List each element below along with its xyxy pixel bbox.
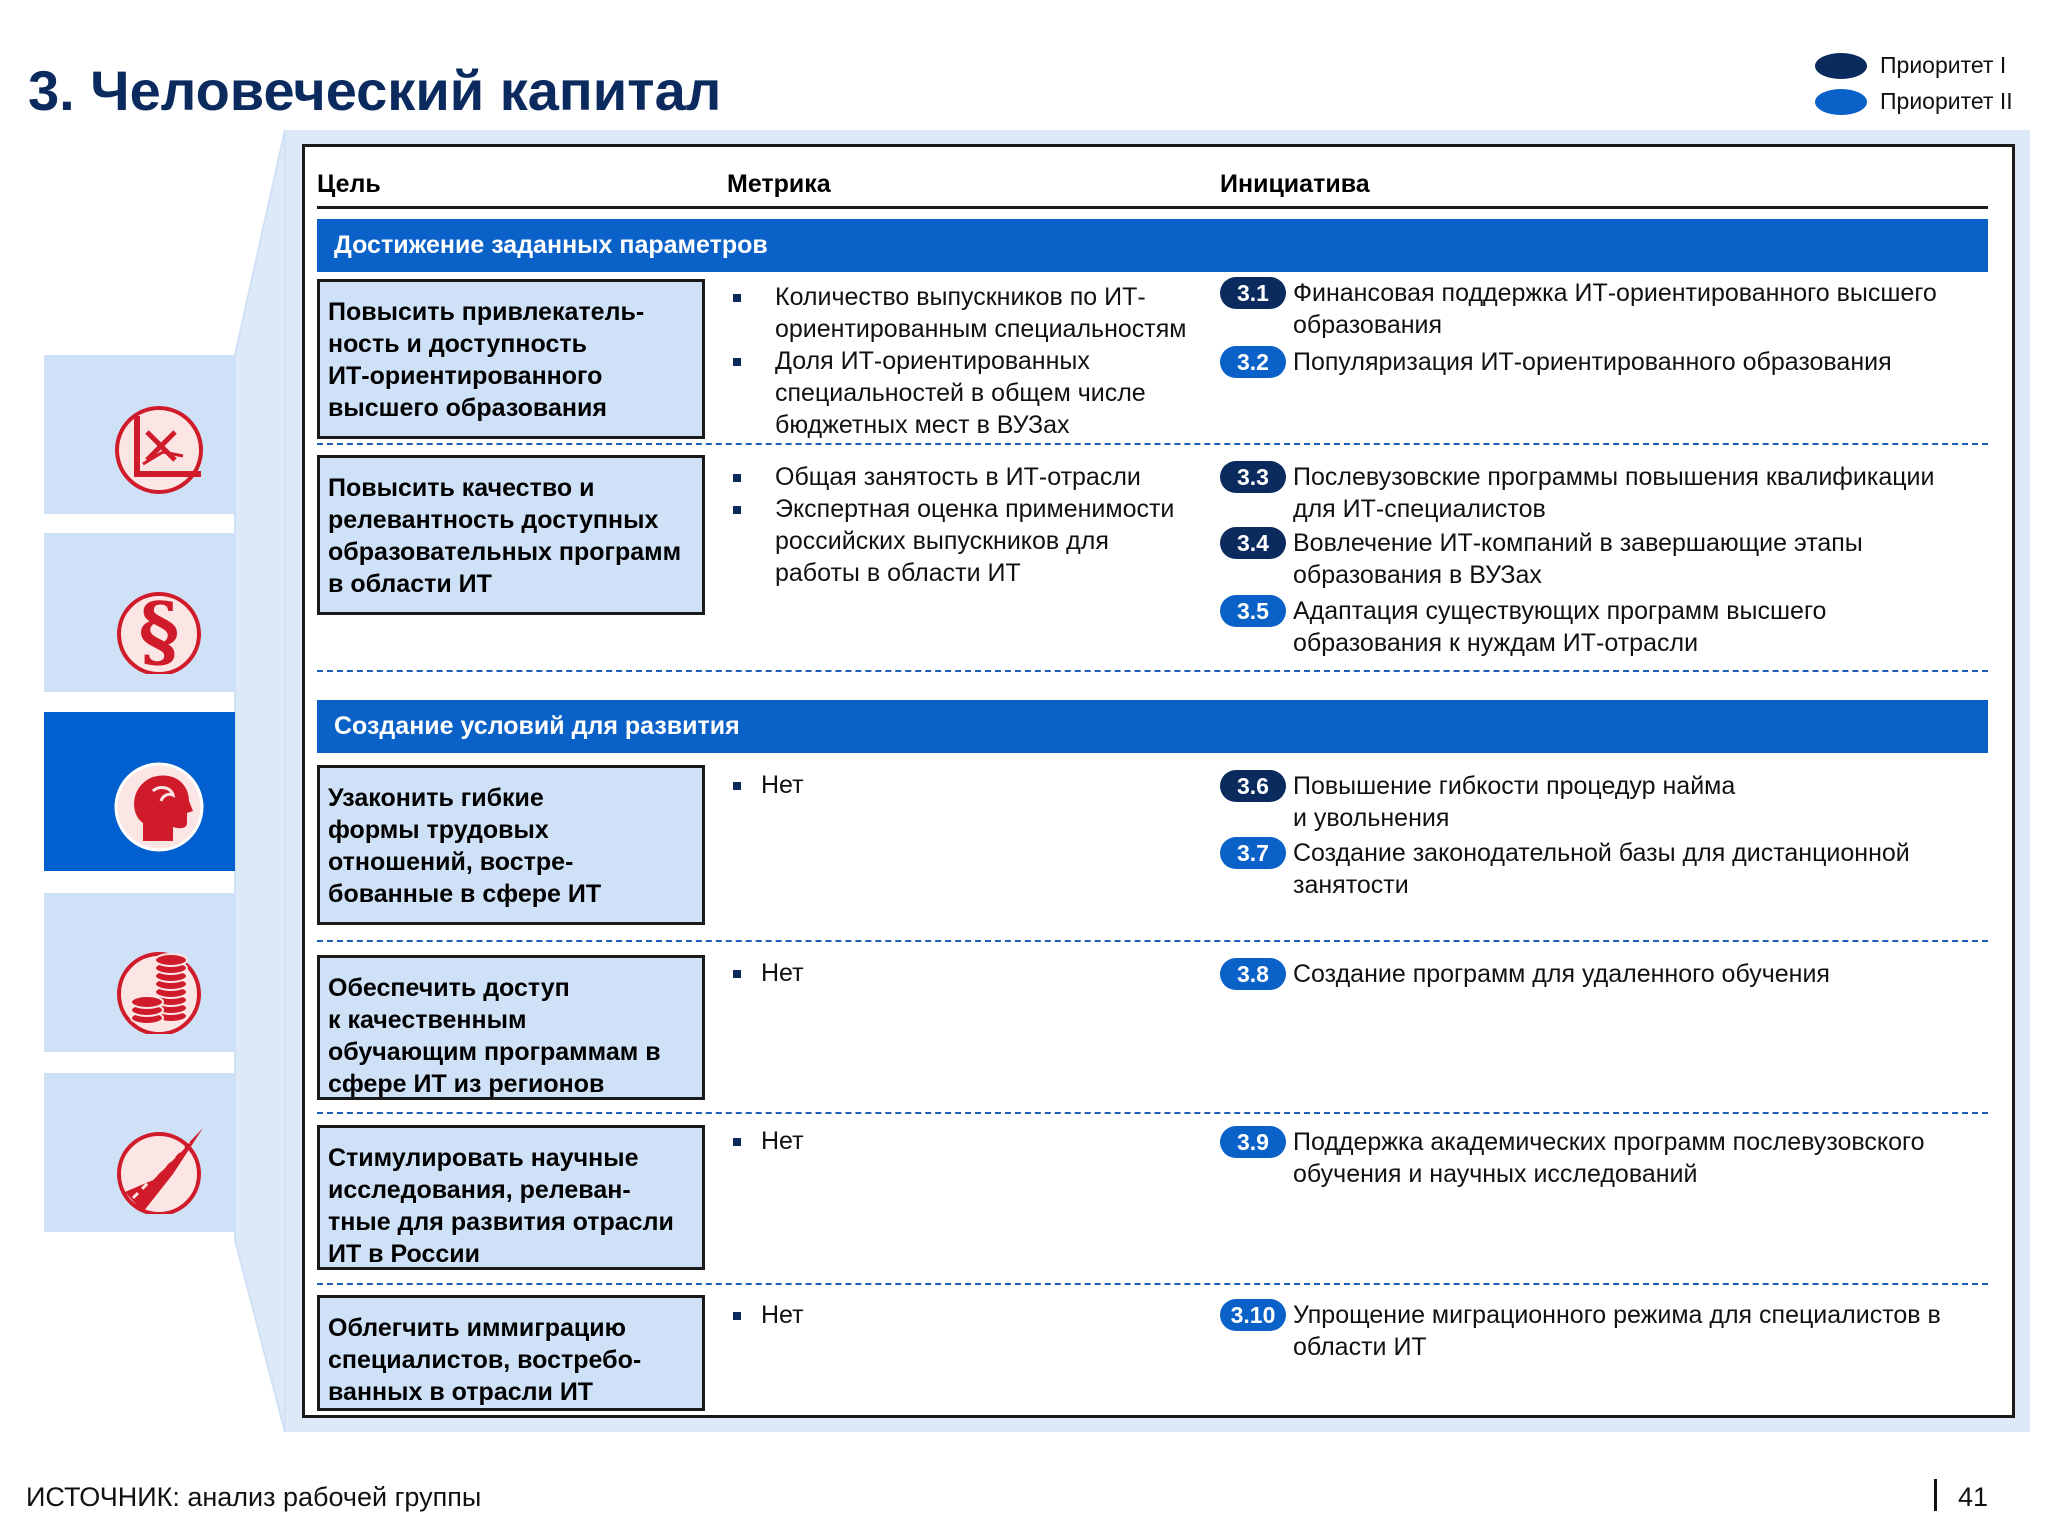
bullet-marker <box>733 1138 741 1146</box>
sidebar-tile-infrastructure[interactable] <box>44 1073 235 1232</box>
legend-priority-2-label: Приоритет II <box>1880 88 2013 114</box>
initiative-text <box>1293 958 1830 990</box>
goal-text-line: релевантность доступных <box>328 506 659 534</box>
goal-text-line: тные для развития отрасли <box>328 1208 674 1236</box>
initiative-number-badge: 3.8 <box>1220 958 1286 990</box>
initiative-item <box>1220 527 2010 591</box>
goal-text-line: ность и доступность <box>328 330 587 358</box>
road-arrow-icon <box>113 1122 205 1214</box>
initiative-text-line: Упрощение миграционного режима для специалистов в <box>1293 1301 1941 1329</box>
sidebar-tile-law[interactable] <box>44 533 235 692</box>
human-head-icon <box>113 761 205 853</box>
goal-text-line: к качественным <box>328 1006 527 1034</box>
bullet-marker <box>733 474 741 482</box>
metric-text-line: специальностей в общем числе <box>775 379 1146 407</box>
section-header: Создание условий для развития <box>317 700 1988 753</box>
chart-crossed-icon <box>113 404 205 496</box>
metric-text-line: ориентированным специальностям <box>775 315 1187 343</box>
metric-text <box>775 345 1146 441</box>
metric-item <box>733 957 1213 989</box>
initiative-text-line: Создание законодательной базы для дистанционной <box>1293 839 1910 867</box>
bullet-marker <box>733 358 741 366</box>
metric-text-line: Нет <box>761 1127 804 1155</box>
initiative-number-badge: 3.1 <box>1220 277 1286 309</box>
sidebar-tile-finance[interactable] <box>44 893 235 1052</box>
goal-text-line: ИТ-ориентированного <box>328 362 603 390</box>
metric-text <box>761 769 804 801</box>
initiative-text <box>1293 837 1910 901</box>
initiative-text-line: Финансовая поддержка ИТ-ориентированного высшего <box>1293 279 1937 307</box>
source-note: ИСТОЧНИК: анализ рабочей группы <box>26 1482 482 1512</box>
initiative-text-line: Создание программ для удаленного обучения <box>1293 960 1830 988</box>
initiative-item <box>1220 1299 2010 1363</box>
legend-priority-1-label: Приоритет I <box>1880 52 2007 78</box>
goal-text-line: Повысить качество и <box>328 474 595 502</box>
footer-separator <box>1934 1479 1937 1511</box>
metric-text <box>761 1299 804 1331</box>
initiative-text-line: Повышение гибкости процедур найма <box>1293 772 1736 800</box>
goal-text-line: формы трудовых <box>328 816 549 844</box>
goal-text-line: обучающим программам в <box>328 1038 661 1066</box>
legend-priority-1-dot <box>1815 53 1867 79</box>
metric-text-line: Количество выпускников по ИТ- <box>775 283 1146 311</box>
legend-priority-2-dot <box>1815 89 1867 115</box>
initiative-text-line: обучения и научных исследований <box>1293 1160 1698 1188</box>
metric-text-line: бюджетных мест в ВУЗах <box>775 411 1070 439</box>
goal-box <box>317 1295 705 1411</box>
goal-text-line: исследования, релеван- <box>328 1176 631 1204</box>
initiative-text-line: образования <box>1293 311 1443 339</box>
metric-text-line: Экспертная оценка применимости <box>775 495 1175 523</box>
metric-text <box>761 957 804 989</box>
goal-text-line: бованные в сфере ИТ <box>328 880 602 908</box>
initiative-number-badge: 3.4 <box>1220 527 1286 559</box>
row-divider <box>317 670 1988 672</box>
initiative-text <box>1293 461 1934 525</box>
paragraph-sign-icon <box>113 582 205 674</box>
initiative-text <box>1293 595 1826 659</box>
page-title: 3. Человеческий капитал <box>28 59 722 122</box>
column-header-goal: Цель <box>317 170 381 198</box>
goal-text-line: отношений, востре- <box>328 848 574 876</box>
row-divider <box>317 1283 1988 1285</box>
metric-item <box>733 1299 1213 1331</box>
bullet-marker <box>733 294 741 302</box>
initiative-text <box>1293 277 1937 341</box>
initiative-text <box>1293 527 1863 591</box>
goal-text-line: в области ИТ <box>328 570 492 598</box>
initiative-text-line: Популяризация ИТ-ориентированного образования <box>1293 348 1892 376</box>
sidebar-tile-human-capital[interactable] <box>44 712 235 871</box>
metric-item <box>733 461 1213 493</box>
metric-item <box>733 493 1213 589</box>
section-header: Достижение заданных параметров <box>317 219 1988 272</box>
initiative-number-badge: 3.5 <box>1220 595 1286 627</box>
goal-box <box>317 279 705 439</box>
metric-text <box>775 461 1141 493</box>
initiative-text-line: Послевузовские программы повышения квалификации <box>1293 463 1935 491</box>
initiative-text <box>1293 770 1735 834</box>
initiative-text-line: области ИТ <box>1293 1333 1427 1361</box>
initiative-item <box>1220 277 2010 341</box>
column-header-initiative: Инициатива <box>1220 170 1370 198</box>
initiative-number-badge: 3.7 <box>1220 837 1286 869</box>
sidebar-tile-chart[interactable] <box>44 355 235 514</box>
column-header-metric: Метрика <box>727 170 831 198</box>
goal-text-line: Узаконить гибкие <box>328 784 544 812</box>
metric-text <box>775 281 1186 345</box>
initiative-item <box>1220 770 2010 834</box>
metric-text <box>775 493 1174 589</box>
initiative-text <box>1293 1299 1941 1363</box>
goal-text-line: Повысить привлекатель- <box>328 298 645 326</box>
goal-box <box>317 955 705 1100</box>
initiative-item <box>1220 958 2010 990</box>
metric-text-line: Доля ИТ-ориентированных <box>775 347 1090 375</box>
row-divider <box>317 1112 1988 1114</box>
metric-text-line: российских выпускников для <box>775 527 1109 555</box>
row-divider <box>317 940 1988 942</box>
initiative-text-line: образования в ВУЗах <box>1293 561 1542 589</box>
metric-item <box>733 1125 1213 1157</box>
metric-text-line: работы в области ИТ <box>775 559 1021 587</box>
goal-text-line: Стимулировать научные <box>328 1144 639 1172</box>
goal-text-line: специалистов, востребо- <box>328 1346 642 1374</box>
initiative-number-badge: 3.3 <box>1220 461 1286 493</box>
bullet-marker <box>733 506 741 514</box>
goal-box <box>317 1125 705 1270</box>
goal-box <box>317 455 705 615</box>
page-number: 41 <box>1958 1482 1989 1512</box>
goal-text-line: высшего образования <box>328 394 607 422</box>
initiative-number-badge: 3.10 <box>1220 1299 1286 1331</box>
initiative-number-badge: 3.9 <box>1220 1126 1286 1158</box>
initiative-item <box>1220 595 2010 659</box>
initiative-text-line: Поддержка академических программ послевузовского <box>1293 1128 1925 1156</box>
metric-item <box>733 281 1213 345</box>
initiative-text-line: для ИТ-специалистов <box>1293 495 1546 523</box>
metric-item <box>733 769 1213 801</box>
initiative-item <box>1220 1126 2010 1190</box>
metric-text-line: Нет <box>761 1301 804 1329</box>
initiative-text-line: и увольнения <box>1293 804 1450 832</box>
coin-stacks-icon <box>113 942 205 1034</box>
initiative-item <box>1220 461 2010 525</box>
metric-text <box>761 1125 804 1157</box>
metric-text-line: Нет <box>761 959 804 987</box>
goal-text-line: Обеспечить доступ <box>328 974 570 1002</box>
initiative-text-line: образования к нуждам ИТ-отрасли <box>1293 629 1699 657</box>
initiative-text-line: Адаптация существующих программ высшего <box>1293 597 1827 625</box>
goal-text-line: образовательных программ <box>328 538 682 566</box>
svg-text:§: § <box>138 586 180 674</box>
initiative-text <box>1293 346 1892 378</box>
goal-text-line: ИТ в России <box>328 1240 481 1268</box>
initiative-text-line: занятости <box>1293 871 1409 899</box>
row-divider <box>317 443 1988 445</box>
goal-text-line: сфере ИТ из регионов <box>328 1070 605 1098</box>
initiative-number-badge: 3.2 <box>1220 346 1286 378</box>
initiative-text-line: Вовлечение ИТ-компаний в завершающие этапы <box>1293 529 1863 557</box>
bullet-marker <box>733 1312 741 1320</box>
goal-text-line: Облегчить иммиграцию <box>328 1314 626 1342</box>
header-rule <box>317 206 1988 209</box>
metric-item <box>733 345 1213 441</box>
bullet-marker <box>733 970 741 978</box>
initiative-item <box>1220 346 2010 378</box>
initiative-number-badge: 3.6 <box>1220 770 1286 802</box>
goal-box <box>317 765 705 925</box>
metric-text-line: Общая занятость в ИТ-отрасли <box>775 463 1141 491</box>
goal-text-line: ванных в отрасли ИТ <box>328 1378 594 1406</box>
metric-text-line: Нет <box>761 771 804 799</box>
initiative-text <box>1293 1126 1925 1190</box>
bullet-marker <box>733 782 741 790</box>
initiative-item <box>1220 837 2010 901</box>
